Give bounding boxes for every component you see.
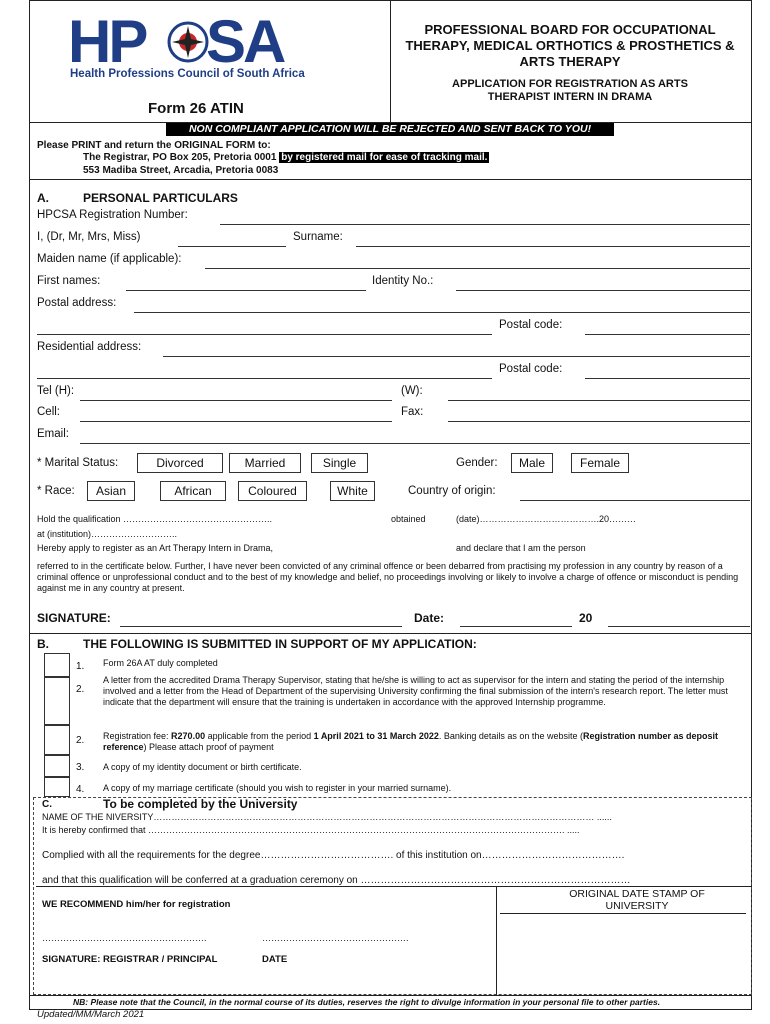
return-line-1: Please PRINT and return the ORIGINAL FORM to:: [37, 140, 271, 151]
stamp-label: ORIGINAL DATE STAMP OF UNIVERSITY: [569, 888, 705, 912]
title-field[interactable]: [178, 246, 286, 247]
section-b-letter: B.: [37, 637, 49, 651]
title-label: I, (Dr, Mr, Mrs, Miss): [37, 231, 141, 243]
postal-address-field-2[interactable]: [37, 334, 492, 335]
date-field[interactable]: [460, 626, 572, 627]
nb-notice: NB: Please note that the Council, in the normal course of its duties, reserves the right to divulge information in your personal file to other parties.: [73, 997, 661, 1007]
obtained-text: obtained: [391, 514, 426, 524]
svg-text:HP: HP: [68, 8, 146, 75]
postal-address-field-1[interactable]: [134, 312, 750, 313]
country-of-origin-field[interactable]: [520, 500, 750, 501]
residential-address-field-1[interactable]: [163, 356, 750, 357]
fee-amount: R270.00: [171, 731, 206, 741]
item-4-number: 4.: [76, 784, 85, 795]
date-label: Date:: [414, 611, 445, 625]
fax-label: Fax:: [401, 406, 424, 418]
tel-home-field[interactable]: [80, 400, 392, 401]
postal-code-2-label: Postal code:: [499, 363, 563, 375]
apply-text: Hereby apply to register as an Art Therapy Intern in Drama,: [37, 543, 273, 553]
declare-text: and declare that I am the person: [456, 543, 586, 553]
section-a-letter: A.: [37, 191, 49, 205]
year-label: 20: [579, 611, 593, 625]
reg-number-label: HPCSA Registration Number:: [37, 209, 188, 221]
tel-work-label: (W):: [401, 385, 423, 397]
section-c-divider: [36, 886, 752, 887]
cell-label: Cell:: [37, 406, 61, 418]
marital-divorced-option[interactable]: Divorced: [137, 453, 223, 473]
section-a-top-rule: [29, 179, 752, 180]
tel-work-field[interactable]: [448, 400, 750, 401]
item-1-number: 1.: [76, 661, 85, 672]
registrar-date-label: DATE: [262, 954, 288, 965]
email-field[interactable]: [80, 443, 750, 444]
svg-text:SA: SA: [206, 8, 284, 75]
marital-married-option[interactable]: Married: [229, 453, 301, 473]
item-2b-number: 2.: [76, 735, 85, 746]
proof-of-payment-text: ) Please attach proof of payment: [143, 742, 274, 752]
stamp-underline: [500, 913, 746, 914]
form-name: Form 26 ATIN: [148, 100, 244, 117]
fee-label: Registration fee:: [103, 731, 172, 741]
hold-qualification-text: Hold the qualification …………………………………………..: [37, 514, 273, 524]
return-line-3: 553 Madiba Street, Arcadia, Pretoria 0083: [83, 165, 279, 176]
updated-text: Updated/MM/March 2021: [37, 1009, 145, 1020]
item-1-text: Form 26A AT duly completed: [103, 658, 218, 668]
date-dots[interactable]: ………………………………………….: [262, 933, 409, 943]
id-no-label: Identity No.:: [372, 275, 434, 287]
tel-home-label: Tel (H):: [37, 385, 75, 397]
race-coloured-option[interactable]: Coloured: [238, 481, 307, 501]
section-b-title: THE FOLLOWING IS SUBMITTED IN SUPPORT OF MY APPLICATION:: [83, 637, 477, 651]
institution-text: at (institution)………………………..: [37, 529, 178, 539]
cell-field[interactable]: [80, 421, 392, 422]
notice-banner: NON COMPLIANT APPLICATION WILL BE REJECTED AND SENT BACK TO YOU!: [166, 123, 614, 136]
signature-label: SIGNATURE:: [37, 611, 111, 625]
country-of-origin-label: Country of origin:: [408, 485, 496, 497]
id-no-field[interactable]: [456, 290, 750, 291]
race-asian-option[interactable]: Asian: [87, 481, 135, 501]
first-names-label: First names:: [37, 275, 101, 287]
deposit-reference: Registration number as deposit reference: [103, 731, 718, 752]
declaration-text: referred to in the certificate below. Further, I have never been convicted of any criminal offence or been debarred from practising my profession in any country by reason of a criminal offence or unprofessional conduct and to the best of my knowledge and belief, no proceedings involving or likely to involve a charge of offence or misconduct is pending against me in any country at present.: [37, 561, 739, 593]
university-name-line: NAME OF THE NIVERSITY………………………………………………………………………………………………………………………………… ......: [42, 812, 612, 822]
race-label: * Race:: [37, 485, 75, 497]
maiden-field[interactable]: [205, 268, 750, 269]
section-a-title: PERSONAL PARTICULARS: [83, 191, 238, 205]
section-c-title: To be completed by the University: [103, 797, 298, 811]
postal-address-label: Postal address:: [37, 297, 117, 309]
item-3-number: 3.: [76, 762, 85, 773]
first-names-field[interactable]: [126, 290, 366, 291]
return-highlight: by registered mail for ease of tracking mail.: [281, 152, 488, 163]
item-2b-text: [103, 731, 748, 753]
section-c-letter: C.: [42, 799, 52, 810]
banking-text: . Banking details as on the website (: [438, 731, 583, 741]
fee-period: 1 April 2021 to 31 March 2022: [313, 731, 439, 741]
gender-female-option[interactable]: Female: [571, 453, 629, 473]
fax-field[interactable]: [448, 421, 750, 422]
postal-code-field[interactable]: [585, 334, 750, 335]
item-4-checkbox[interactable]: [44, 777, 70, 797]
surname-field[interactable]: [356, 246, 750, 247]
item-2-text: A letter from the accredited Drama Therapy Supervisor, stating that he/she is willing to act as supervisor for the intern and stating the period of the internship involved and a letter from the Head of Department of the supervising University confirming the final submission of the intern's research report. The letter must indicate that the department will ensure that the training is undertaken in accordance with the approved Internship programme.: [103, 675, 728, 707]
return-address: The Registrar, PO Box 205, Pretoria 0001: [83, 152, 277, 163]
registrar-signature-label: SIGNATURE: REGISTRAR / PRINCIPAL: [42, 954, 218, 965]
postal-code-2-field[interactable]: [585, 378, 750, 379]
signature-dots[interactable]: ……………………………………………….: [42, 933, 207, 943]
race-african-option[interactable]: African: [160, 481, 226, 501]
gender-label: Gender:: [456, 457, 498, 469]
item-2-number: 2.: [76, 684, 85, 695]
surname-label: Surname:: [293, 231, 343, 243]
return-line-2: [83, 152, 489, 163]
maiden-label: Maiden name (if applicable):: [37, 253, 182, 265]
marital-status-label: * Marital Status:: [37, 457, 119, 469]
postal-code-label: Postal code:: [499, 319, 563, 331]
item-3-checkbox[interactable]: [44, 755, 70, 777]
year-field[interactable]: [608, 626, 750, 627]
reg-number-field[interactable]: [220, 224, 750, 225]
item-2-checkbox[interactable]: [44, 677, 70, 725]
board-title: PROFESSIONAL BOARD FOR OCCUPATIONAL THERAPY, MEDICAL ORTHOTICS & PROSTHETICS & ARTS THERAPY: [405, 22, 735, 69]
complied-line: Complied with all the requirements for the degree…………………………………. of this institution on…………………………………….: [42, 850, 625, 861]
marital-single-option[interactable]: Single: [311, 453, 368, 473]
item-3-text: A copy of my identity document or birth certificate.: [103, 762, 302, 772]
footer-rule: [29, 995, 752, 996]
item-2b-checkbox[interactable]: [44, 725, 70, 755]
conferred-line: and that this qualification will be conferred at a graduation ceremony on ………………………………………………………………………: [42, 875, 631, 886]
residential-address-field-2[interactable]: [37, 378, 492, 379]
residential-address-label: Residential address:: [37, 341, 142, 353]
confirmed-line: It is hereby confirmed that …………………………………………………………………………………………………………………………. .....: [42, 825, 580, 835]
date-obtained-text: (date)………………………………….20………: [456, 514, 637, 524]
race-white-option[interactable]: White: [330, 481, 375, 501]
signature-field[interactable]: [120, 626, 402, 627]
gender-male-option[interactable]: Male: [511, 453, 553, 473]
fee-period-label: applicable from the period: [205, 731, 314, 741]
item-1-checkbox[interactable]: [44, 653, 70, 677]
email-label: Email:: [37, 428, 69, 440]
logo-subtitle: Health Professions Council of South Africa: [70, 68, 305, 80]
header-divider: [390, 0, 391, 122]
recommend-text: WE RECOMMEND him/her for registration: [42, 899, 231, 910]
section-b-top-rule: [29, 633, 752, 634]
stamp-divider: [496, 886, 497, 995]
item-4-text: A copy of my marriage certificate (should you wish to register in your married surname).: [103, 783, 452, 793]
application-title: APPLICATION FOR REGISTRATION AS ARTS THERAPIST INTERN IN DRAMA: [452, 78, 688, 103]
